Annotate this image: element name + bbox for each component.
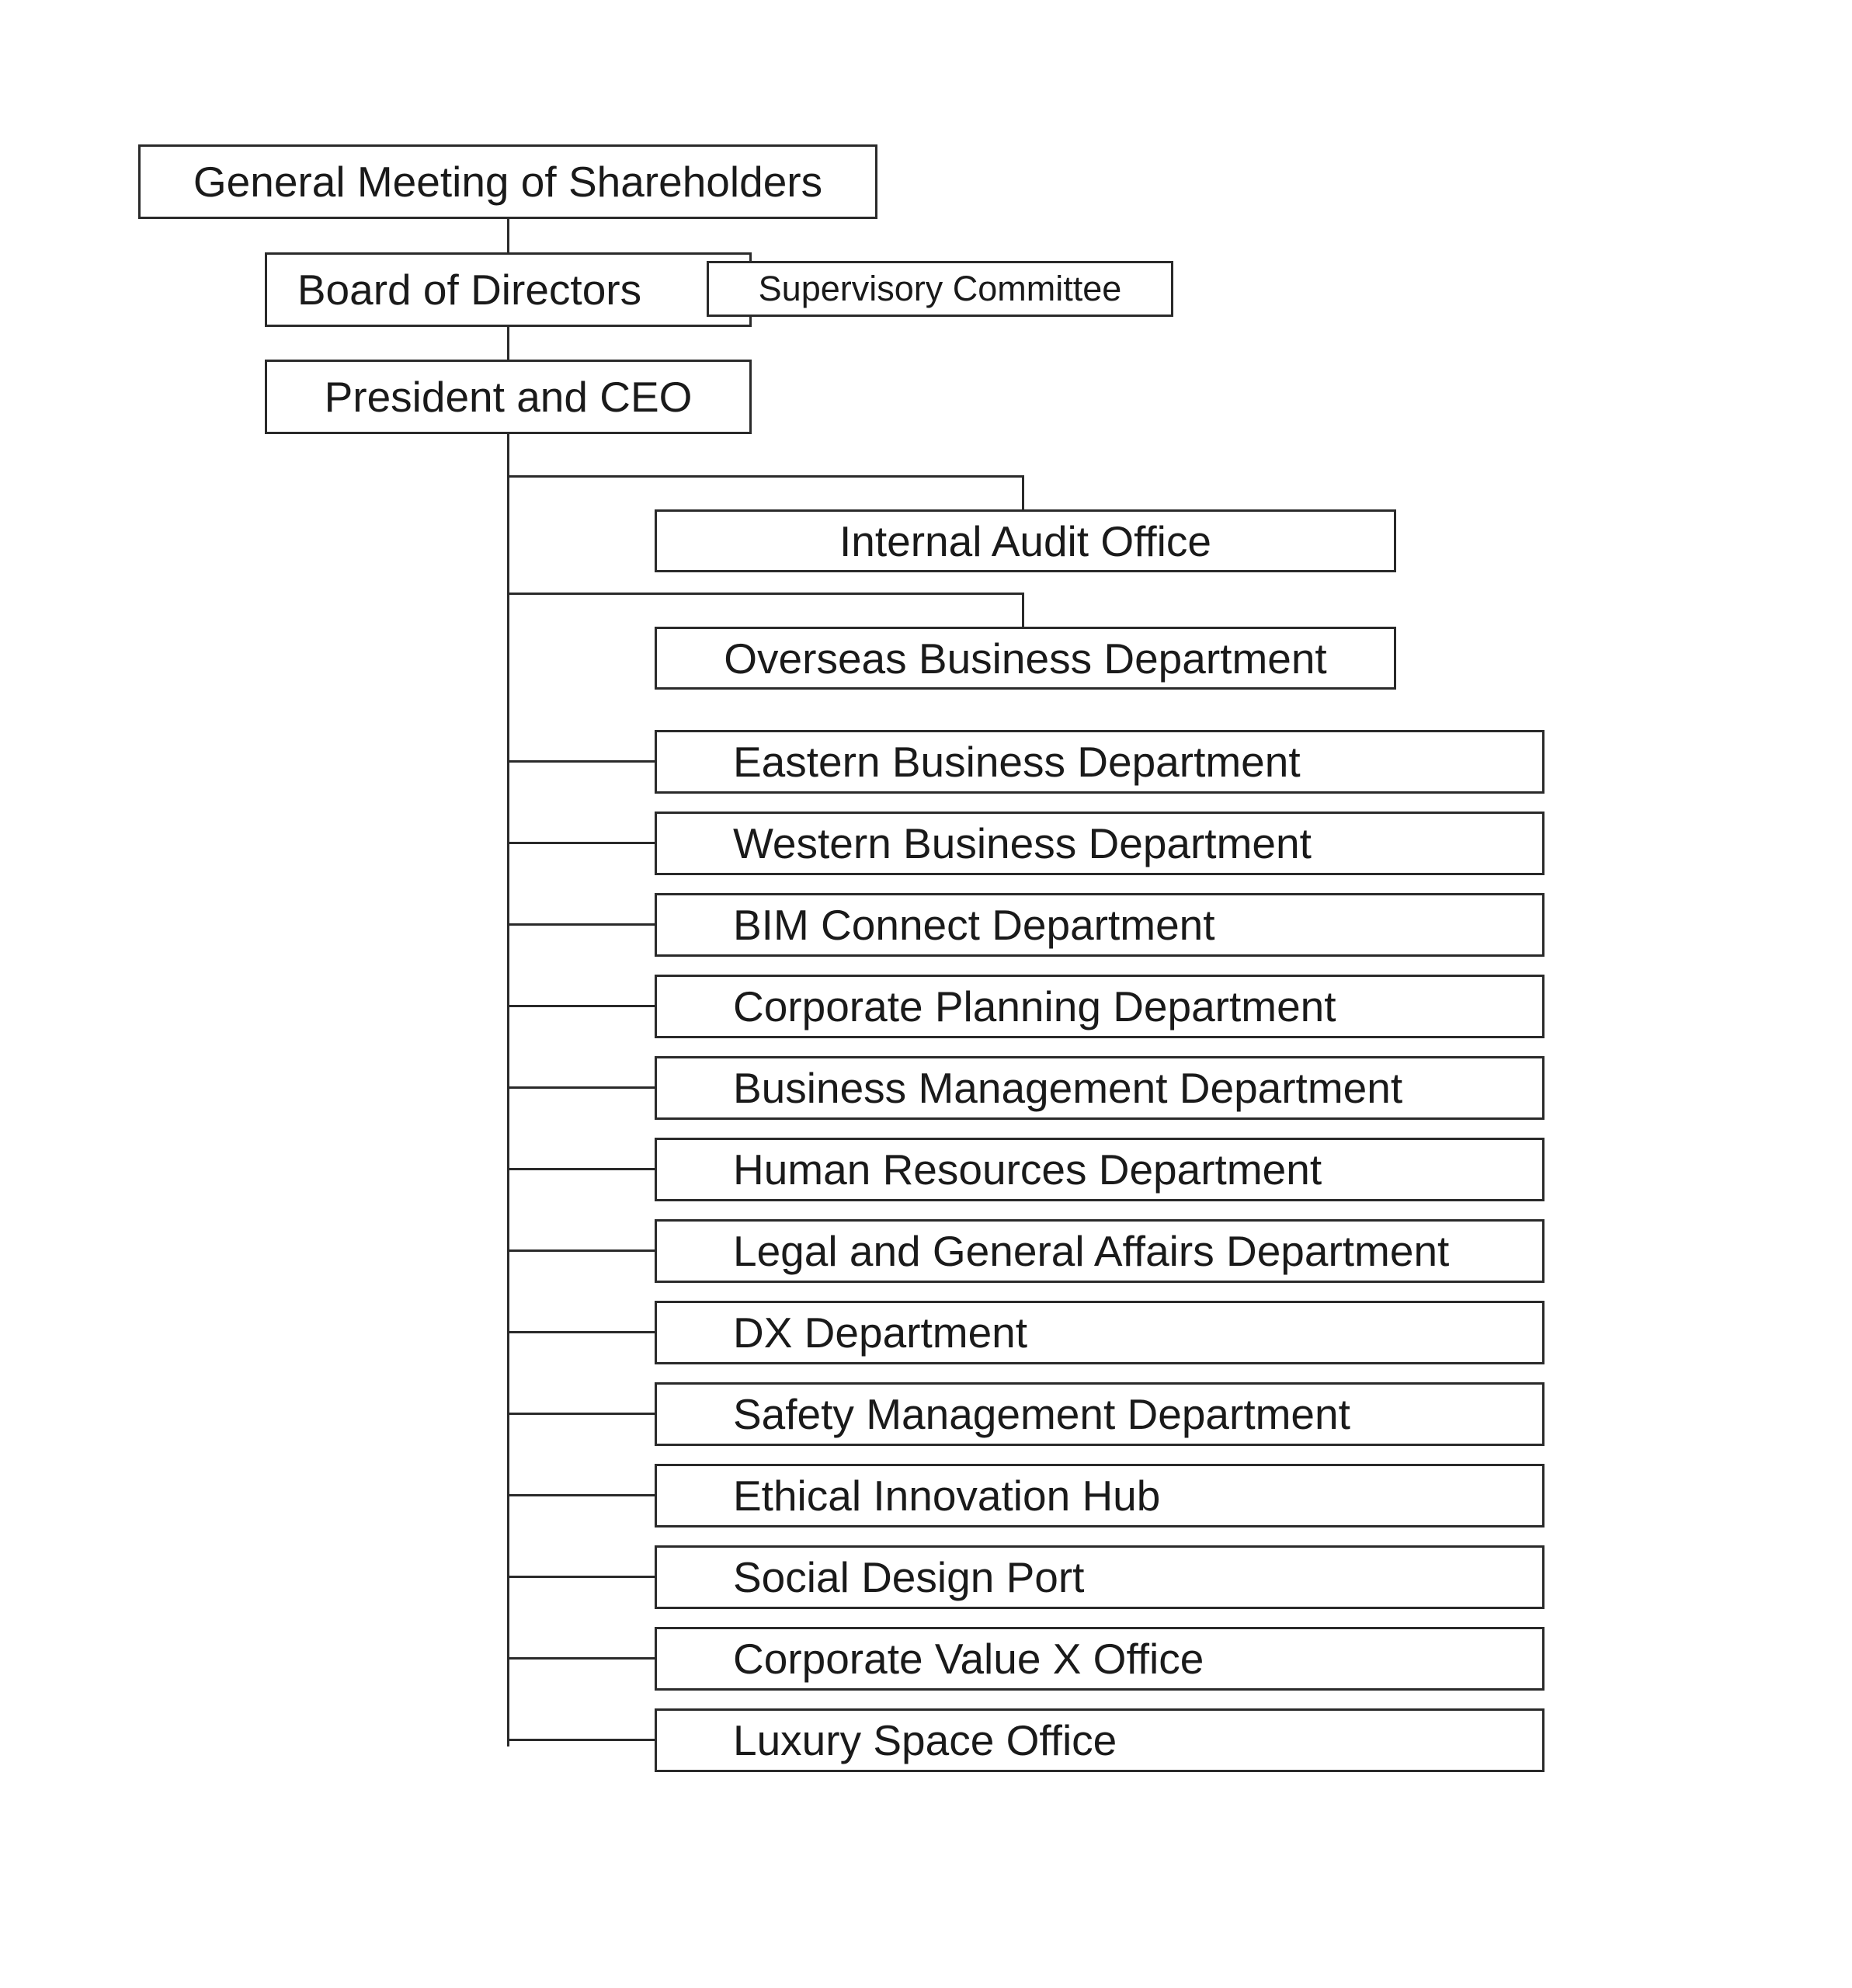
department-box bbox=[655, 1464, 1544, 1527]
department-label: Western Business Department bbox=[733, 819, 1312, 867]
supervisory-box bbox=[707, 261, 1173, 317]
internal-audit-office-box bbox=[655, 509, 1396, 572]
board-label: Board of Directors bbox=[297, 266, 642, 314]
connector-shareholders-board bbox=[507, 219, 509, 254]
department-box bbox=[655, 893, 1544, 957]
connector-overseas-vertical bbox=[1022, 593, 1024, 627]
department-label: Human Resources Department bbox=[733, 1145, 1322, 1194]
department-label: Eastern Business Department bbox=[733, 738, 1301, 786]
department-box bbox=[655, 730, 1544, 794]
department-box bbox=[655, 1138, 1544, 1201]
connector-dept-8 bbox=[507, 1413, 656, 1415]
connector-dept-9 bbox=[507, 1494, 656, 1496]
department-label: Corporate Planning Department bbox=[733, 982, 1336, 1030]
department-label: BIM Connect Department bbox=[733, 901, 1215, 949]
connector-audit-horizontal bbox=[507, 475, 1024, 478]
connector-dept-11 bbox=[507, 1657, 656, 1660]
connector-dept-4 bbox=[507, 1086, 656, 1089]
department-label: Corporate Value X Office bbox=[733, 1635, 1204, 1683]
department-box bbox=[655, 1382, 1544, 1446]
connector-dept-7 bbox=[507, 1331, 656, 1333]
internal-audit-office-label: Internal Audit Office bbox=[839, 516, 1211, 565]
ceo-spine bbox=[507, 433, 509, 1746]
connector-board-ceo bbox=[507, 326, 509, 361]
connector-dept-6 bbox=[507, 1249, 656, 1252]
overseas-business-department-box bbox=[655, 627, 1396, 690]
department-box bbox=[655, 975, 1544, 1038]
connector-dept-12 bbox=[507, 1739, 656, 1741]
shareholders-box bbox=[138, 144, 877, 219]
department-label: Ethical Innovation Hub bbox=[733, 1472, 1161, 1520]
department-box bbox=[655, 812, 1544, 875]
department-box bbox=[655, 1627, 1544, 1691]
connector-dept-3 bbox=[507, 1005, 656, 1007]
connector-audit-vertical bbox=[1022, 475, 1024, 510]
supervisory-label: Supervisory Committee bbox=[758, 269, 1122, 308]
department-box bbox=[655, 1708, 1544, 1772]
connector-dept-1 bbox=[507, 842, 656, 844]
department-label: Social Design Port bbox=[733, 1553, 1085, 1601]
department-label: DX Department bbox=[733, 1309, 1028, 1357]
department-label: Business Management Department bbox=[733, 1064, 1403, 1112]
department-box bbox=[655, 1545, 1544, 1609]
ceo-box bbox=[265, 360, 752, 434]
connector-dept-2 bbox=[507, 923, 656, 926]
connector-overseas-horizontal bbox=[507, 593, 1024, 595]
shareholders-label: General Meeting of Shareholders bbox=[193, 158, 823, 206]
connector-dept-0 bbox=[507, 760, 656, 763]
department-label: Luxury Space Office bbox=[733, 1716, 1117, 1764]
connector-dept-10 bbox=[507, 1576, 656, 1578]
ceo-label: President and CEO bbox=[324, 373, 693, 421]
overseas-business-department-label: Overseas Business Department bbox=[724, 634, 1327, 683]
department-label: Safety Management Department bbox=[733, 1390, 1350, 1438]
board-box bbox=[265, 252, 752, 327]
department-box bbox=[655, 1301, 1544, 1364]
department-box bbox=[655, 1056, 1544, 1120]
department-label: Legal and General Affairs Department bbox=[733, 1227, 1450, 1275]
department-box bbox=[655, 1219, 1544, 1283]
connector-dept-5 bbox=[507, 1168, 656, 1170]
